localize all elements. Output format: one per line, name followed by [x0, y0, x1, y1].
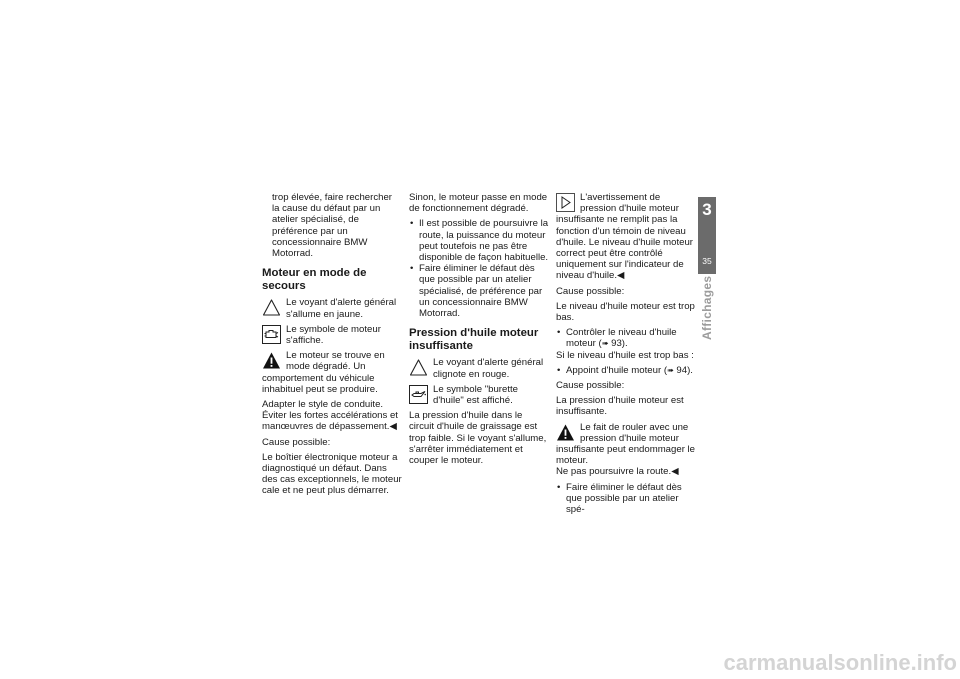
cause2-label: Cause possible:	[556, 380, 625, 392]
engine-symbol-block	[262, 324, 402, 346]
column-2	[409, 192, 549, 470]
cause2-text: La pression d'huile moteur est insuffisante.	[556, 395, 684, 418]
danger-text: Le fait de rouler avec une pression d'huile moteur insuffisante peut endommager le moteur.	[556, 421, 696, 467]
warning-triangle-outline-icon	[262, 298, 281, 317]
column-1	[262, 192, 402, 501]
warn-red-text: Le voyant d'alerte général clignote en rouge.	[433, 357, 544, 380]
col2-intro: Sinon, le moteur passe en mode de fonctionnement dégradé.	[409, 192, 548, 215]
bullet1-text: Contrôler le niveau d'huile moteur (	[566, 327, 677, 350]
cause-label: Cause possible:	[262, 436, 331, 448]
adapt-text-content: Adapter le style de conduite. Éviter les fortes accélérations et manœuvres de dépassement.	[262, 399, 398, 433]
bullet2-text: Appoint d'huile moteur (	[566, 364, 668, 376]
end-mark-icon: ◀	[617, 270, 625, 282]
danger-block	[556, 422, 696, 467]
warn-red-block	[409, 357, 549, 379]
low-level-label: Si le niveau d'huile est trop bas :	[556, 349, 694, 361]
note-play-icon	[556, 193, 575, 212]
page-ref[interactable]: 94	[676, 364, 688, 376]
oil-can-icon	[409, 385, 428, 404]
engine-symbol-icon	[262, 325, 281, 344]
list-item: • Faire éliminer le défaut dès que possible par un atelier spécialisé, de préférence par un concessionnaire BMW Motorrad.	[409, 263, 549, 319]
list-item: • Faire éliminer le défaut dès que possible par un atelier spé-	[556, 482, 696, 516]
danger-block	[262, 350, 402, 395]
list-item: • Il est possible de poursuivre la route, la puissance du moteur peut toutefois ne pas être disponible de façon habituelle.	[409, 218, 549, 263]
col3-bullets-3	[556, 482, 696, 516]
cause1-text: Le niveau d'huile moteur est trop bas.	[556, 300, 695, 324]
col2-bullets	[409, 218, 549, 319]
section-heading-limp-mode: Moteur en mode de secours	[262, 267, 367, 292]
end-mark-icon: ◀	[389, 421, 397, 433]
page-ref[interactable]: 93	[611, 338, 622, 350]
note-text: L'avertissement de pression d'huile moteur insuffisante ne remplit pas la fonction d'un témoin de niveau d'huile. Le niveau d'huile moteur correct peut être contrôlé uniquement sur l'indicateur de niveau d'huile.	[556, 192, 694, 282]
col3-bullets-1	[556, 327, 696, 349]
cause1-label: Cause possible:	[556, 285, 625, 297]
list-item: • Appoint d'huile moteur (➠ 94).	[556, 365, 696, 376]
page-ref-arrow-icon: ➠	[667, 365, 674, 375]
list-item: • Contrôler le niveau d'huile moteur (➠ 93).	[556, 327, 696, 349]
chapter-title: Affichages	[700, 275, 714, 340]
engine-symbol-text: Le symbole de moteur s'affiche.	[286, 323, 381, 347]
note-block	[556, 192, 696, 282]
warning-triangle-outline-icon	[409, 358, 428, 377]
page-ref-arrow-icon: ➠	[601, 339, 609, 349]
warn-yellow-block	[262, 297, 402, 319]
oil-symbol-text: Le symbole "burette d'huile" est affiché.	[433, 383, 518, 407]
stop-text-content: Ne pas poursuivre la route.	[556, 466, 672, 478]
col3-bullets-2	[556, 365, 696, 376]
col1-intro: trop élevée, faire rechercher la cause du défaut par un atelier spécialisé, de préférence par un concessionnaire BMW Motorrad.	[272, 192, 392, 260]
stop-text	[556, 466, 696, 477]
section-heading-oil-pressure: Pression d'huile moteur insuffisante	[409, 327, 539, 352]
column-3	[556, 192, 696, 519]
end-mark-icon: ◀	[671, 466, 679, 478]
oil-body-text: La pression d'huile dans le circuit d'huile de graissage est trop faible. Si le voyant s'allume, s'arrêter immédiatement et couper le moteur.	[409, 410, 547, 467]
chapter-number: 3	[702, 200, 712, 219]
warning-triangle-solid-icon	[556, 423, 575, 442]
page-number: 35	[702, 256, 712, 266]
chapter-tab	[698, 197, 716, 274]
danger-text: Le moteur se trouve en mode dégradé. Un comportement du véhicule inhabituel peut se produire.	[262, 350, 385, 395]
warn-yellow-text: Le voyant d'alerte général s'allume en jaune.	[286, 297, 397, 320]
oil-symbol-block	[409, 384, 549, 406]
cause-text: Le boîtier électronique moteur a diagnostiqué un défaut. Dans des cas exceptionnels, le moteur cale et ne peut plus démarrer.	[262, 451, 402, 497]
warning-triangle-solid-icon	[262, 351, 281, 370]
watermark: carmanualsonline.info	[723, 650, 957, 675]
adapt-text	[262, 399, 402, 433]
